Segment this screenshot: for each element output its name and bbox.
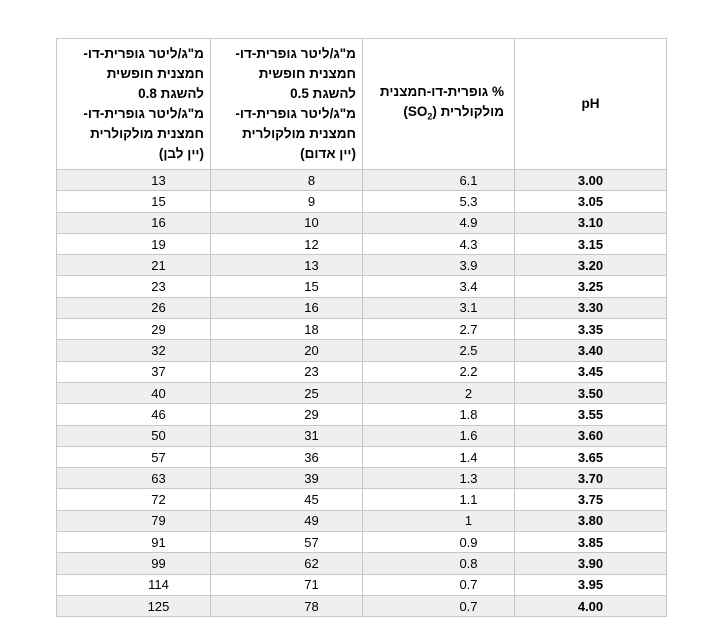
header-so2-line2: מולקולרית $(SO_2)$ [403,103,504,122]
cell-molecular-so2: 6.1 [363,170,515,191]
cell-white-wine: 26 [57,297,211,318]
cell-ph: 4.00 [515,595,667,616]
table-row [57,510,667,531]
table-row [57,425,667,446]
cell-red-wine: 15 [211,276,363,297]
cell-ph: 3.80 [515,510,667,531]
cell-white-wine: 40 [57,382,211,403]
cell-ph: 3.05 [515,191,667,212]
table-header [57,39,667,170]
cell-red-wine: 9 [211,191,363,212]
table-row [57,170,667,191]
cell-white-wine: 125 [57,595,211,616]
cell-ph: 3.35 [515,319,667,340]
cell-white-wine: 37 [57,361,211,382]
cell-molecular-so2: 2.7 [363,319,515,340]
cell-white-wine: 13 [57,170,211,191]
cell-ph: 3.70 [515,468,667,489]
cell-white-wine: 29 [57,319,211,340]
cell-ph: 3.90 [515,553,667,574]
so2-ph-table [56,38,667,617]
cell-molecular-so2: 3.4 [363,276,515,297]
cell-white-wine: 15 [57,191,211,212]
cell-ph: 3.85 [515,532,667,553]
cell-molecular-so2: 4.9 [363,212,515,233]
table-row [57,404,667,425]
cell-ph: 3.20 [515,255,667,276]
cell-red-wine: 13 [211,255,363,276]
cell-white-wine: 23 [57,276,211,297]
table-row [57,468,667,489]
cell-red-wine: 39 [211,468,363,489]
cell-white-wine: 21 [57,255,211,276]
table-row [57,191,667,212]
table-body [57,170,667,617]
header-red-wine: מ"ג/ליטר גופרית-דו- חמצנית חופשית להשגת 0.5 מ"ג/ליטר גופרית-דו- חמצנית מולקולרית (יין אדום) [211,39,363,170]
cell-ph: 3.15 [515,233,667,254]
cell-molecular-so2: 2 [363,382,515,403]
cell-molecular-so2: 0.7 [363,595,515,616]
cell-ph: 3.30 [515,297,667,318]
cell-red-wine: 71 [211,574,363,595]
table-row [57,553,667,574]
cell-ph: 3.75 [515,489,667,510]
cell-molecular-so2: 5.3 [363,191,515,212]
cell-red-wine: 8 [211,170,363,191]
cell-red-wine: 25 [211,382,363,403]
header-so2-line1: % גופרית-דו-חמצנית [379,83,504,99]
table-row [57,212,667,233]
cell-molecular-so2: 3.9 [363,255,515,276]
cell-white-wine: 16 [57,212,211,233]
cell-red-wine: 23 [211,361,363,382]
cell-molecular-so2: 1.3 [363,468,515,489]
cell-molecular-so2: 1.4 [363,446,515,467]
table-row [57,446,667,467]
cell-red-wine: 45 [211,489,363,510]
cell-red-wine: 62 [211,553,363,574]
cell-white-wine: 114 [57,574,211,595]
cell-ph: 3.25 [515,276,667,297]
table-row [57,574,667,595]
cell-red-wine: 10 [211,212,363,233]
cell-ph: 3.95 [515,574,667,595]
cell-molecular-so2: 0.8 [363,553,515,574]
cell-red-wine: 20 [211,340,363,361]
cell-molecular-so2: 2.2 [363,361,515,382]
cell-white-wine: 50 [57,425,211,446]
cell-white-wine: 63 [57,468,211,489]
table-row [57,595,667,616]
table-row [57,297,667,318]
cell-white-wine: 72 [57,489,211,510]
header-molecular-so2 [363,39,515,170]
table-row [57,382,667,403]
cell-white-wine: 19 [57,233,211,254]
cell-white-wine: 79 [57,510,211,531]
cell-white-wine: 46 [57,404,211,425]
cell-red-wine: 31 [211,425,363,446]
cell-molecular-so2: 1.1 [363,489,515,510]
header-white-wine: מ"ג/ליטר גופרית-דו- חמצנית חופשית להשגת 0.8 מ"ג/ליטר גופרית-דו- חמצנית מולקולרית (יין לבן) [57,39,211,170]
cell-red-wine: 16 [211,297,363,318]
table-row [57,233,667,254]
cell-ph: 3.00 [515,170,667,191]
cell-ph: 3.65 [515,446,667,467]
table-row [57,255,667,276]
table-row [57,276,667,297]
cell-white-wine: 91 [57,532,211,553]
table-row [57,532,667,553]
table-row [57,489,667,510]
cell-ph: 3.60 [515,425,667,446]
cell-red-wine: 49 [211,510,363,531]
cell-molecular-so2: 3.1 [363,297,515,318]
cell-white-wine: 32 [57,340,211,361]
cell-ph: 3.55 [515,404,667,425]
so2-table-container [56,38,667,617]
cell-ph: 3.10 [515,212,667,233]
cell-red-wine: 57 [211,532,363,553]
cell-molecular-so2: 4.3 [363,233,515,254]
cell-molecular-so2: 1.8 [363,404,515,425]
cell-ph: 3.45 [515,361,667,382]
cell-ph: 3.50 [515,382,667,403]
header-row [57,39,667,170]
cell-red-wine: 36 [211,446,363,467]
cell-red-wine: 78 [211,595,363,616]
table-row [57,361,667,382]
cell-red-wine: 29 [211,404,363,425]
cell-white-wine: 57 [57,446,211,467]
cell-red-wine: 12 [211,233,363,254]
cell-molecular-so2: 2.5 [363,340,515,361]
cell-red-wine: 18 [211,319,363,340]
cell-molecular-so2: 1 [363,510,515,531]
table-row [57,340,667,361]
header-ph: pH [515,39,667,170]
cell-white-wine: 99 [57,553,211,574]
table-row [57,319,667,340]
cell-molecular-so2: 0.9 [363,532,515,553]
cell-molecular-so2: 1.6 [363,425,515,446]
cell-molecular-so2: 0.7 [363,574,515,595]
cell-ph: 3.40 [515,340,667,361]
